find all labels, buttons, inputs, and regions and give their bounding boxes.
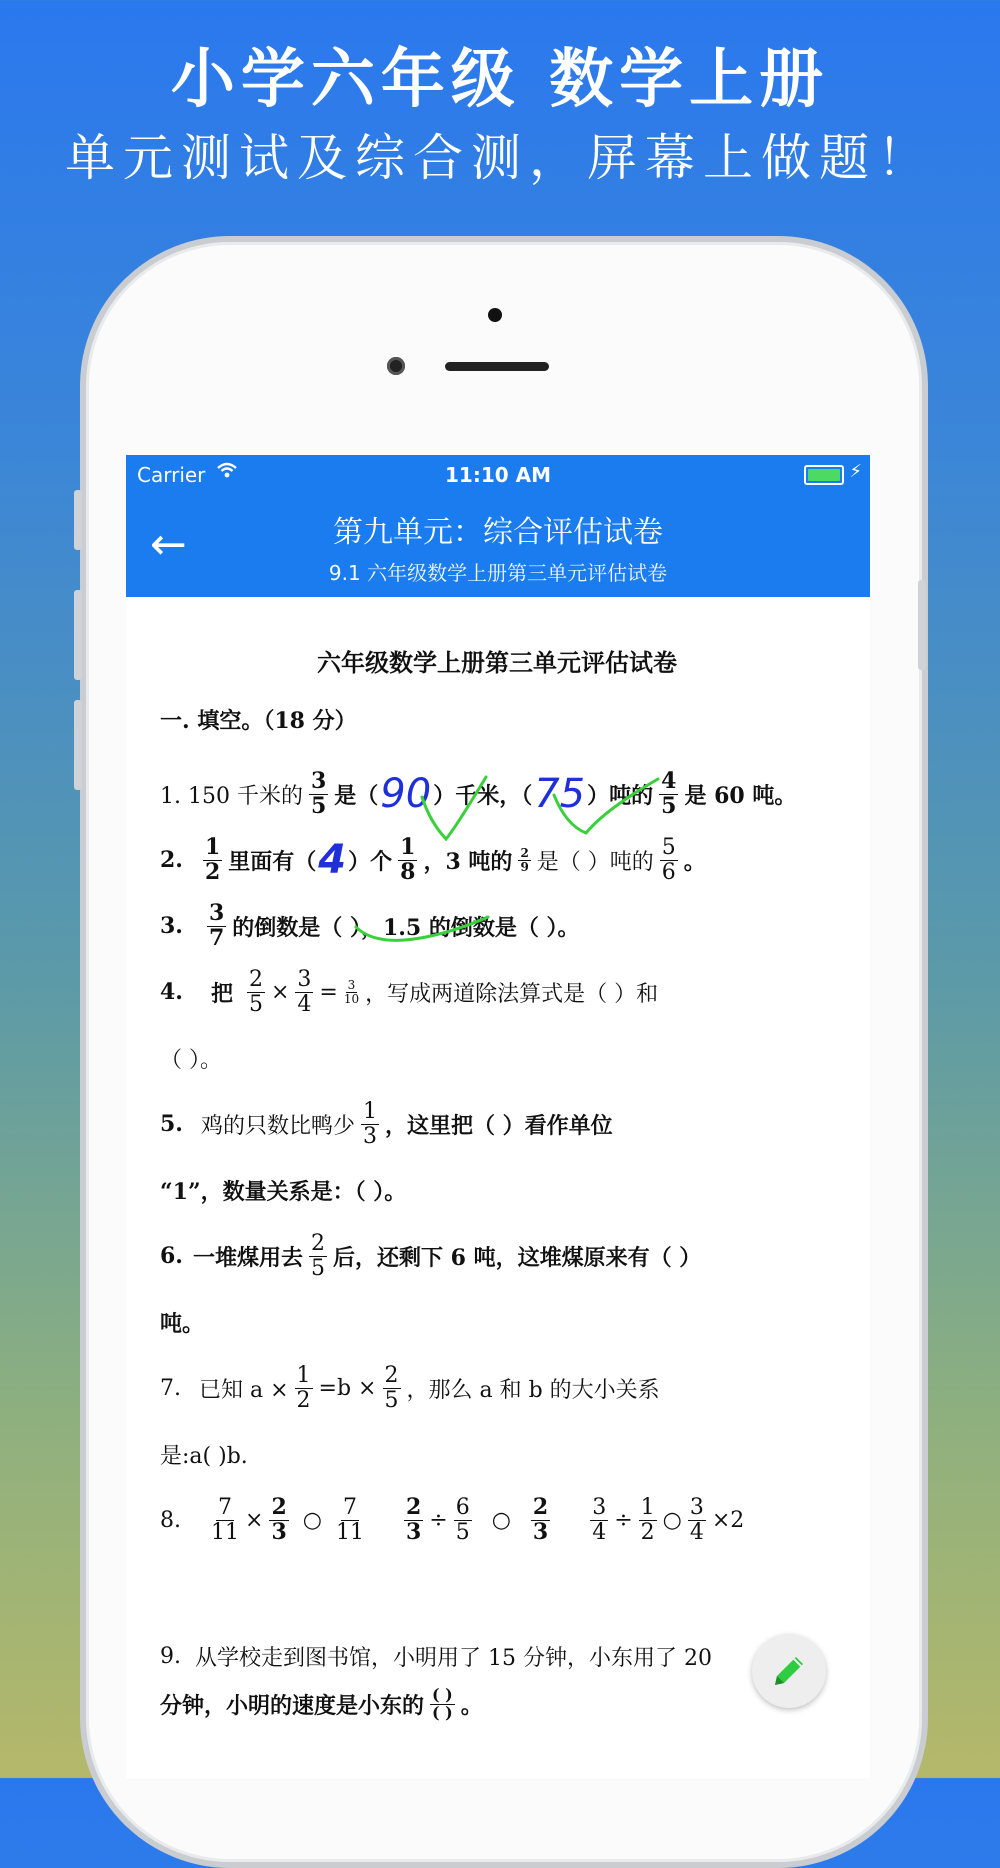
question-6[interactable]: 6. 一堆煤用去 $\frac{2}{5}$ 后，还剩下 6 吨，这堆煤原来有（ ） [160, 1231, 702, 1281]
app-screen [126, 455, 870, 1778]
section-heading: 一. 填空。（18 分） [160, 708, 357, 734]
fraction: $\frac{3}{4}$ [297, 967, 312, 1017]
fraction: $\frac{2}{9}$ [520, 845, 529, 874]
question-5[interactable]: 5. 鸡的只数比鸭少 $\frac{1}{3}$ ，这里把（ ）看作单位 [160, 1099, 613, 1149]
phone-mute-switch [74, 490, 82, 550]
fraction: $\frac{1}{2}$ [296, 1363, 311, 1413]
fraction: $\frac{3}{4}$ [592, 1495, 607, 1545]
fraction: $\frac{1}{3}$ [362, 1099, 377, 1149]
handwritten-answer: 90 [380, 771, 432, 817]
paper-title: 六年级数学上册第三单元评估试卷 [317, 648, 677, 677]
fraction: $\frac{3}{4}$ [689, 1495, 704, 1545]
fraction: $\frac{3}{10}$ [343, 977, 360, 1006]
battery-icon [804, 465, 844, 485]
earpiece-speaker [445, 362, 549, 371]
fraction: $\frac{7}{11}$ [211, 1495, 239, 1545]
fraction: $\frac{2}{3}$ [532, 1494, 549, 1545]
edit-pencil-button[interactable] [752, 1634, 826, 1708]
fraction: $\frac{4}{5}$ [661, 768, 677, 819]
question-7[interactable]: 7. 已知 a × $\frac{1}{2}$ =b × $\frac{2}{5}$ ，那么 a 和 b 的大小关系 [160, 1363, 660, 1413]
fraction: $\frac{1}{2}$ [204, 834, 221, 885]
status-bar [126, 455, 870, 493]
nav-bar [126, 493, 870, 597]
fraction: $\frac{6}{5}$ [455, 1495, 470, 1545]
pencil-icon [767, 1649, 811, 1693]
clock: 11:10 AM [444, 463, 551, 487]
nav-subtitle: 9.1 六年级数学上册第三单元评估试卷 [328, 561, 668, 585]
fraction: $\frac{1}{8}$ [400, 834, 416, 885]
front-camera [387, 357, 405, 375]
question-3[interactable]: 3. $\frac{3}{7}$ 的倒数是（ ），1.5 的倒数是（ ）。 [160, 900, 580, 951]
handwritten-answer: 75 [534, 771, 586, 817]
compare-circle[interactable]: ○ [302, 1507, 322, 1533]
phone-volume-down [74, 700, 82, 790]
question-9-continued: 分钟，小明的速度是小东的 $\frac{( )}{( )}$ 。 [160, 1684, 483, 1722]
nav-title: 第九单元：综合评估试卷 [333, 515, 663, 550]
promo-title: 小学六年级 数学上册 [170, 43, 830, 117]
promo-subtitle: 单元测试及综合测，屏幕上做题！ [65, 129, 935, 187]
fraction: $\frac{2}{3}$ [405, 1494, 422, 1545]
question-2[interactable]: 2. $\frac{1}{2}$ 里面有（ 4 ）个 $\frac{1}{8}$ ，3 吨的 $\frac{2}{9}$ 是（ ）吨的 $\frac{5}{6}$ 。 [160, 834, 706, 885]
question-5-continued: “1”，数量关系是：（ ）。 [160, 1178, 407, 1205]
question-4[interactable]: 4. 把 $\frac{2}{5}$ × $\frac{3}{4}$ = $\frac{3}{10}$ ，写成两道除法算式是（ ）和 [160, 967, 659, 1017]
question-9[interactable]: 9. 从学校走到图书馆，小明用了 15 分钟，小东用了 20 [160, 1643, 712, 1671]
handwritten-answer: 4 [318, 837, 347, 883]
fraction: $\frac{5}{6}$ [661, 835, 676, 885]
question-4-continued: （ ）。 [160, 1047, 222, 1073]
question-7-continued: 是:a( )b. [160, 1443, 248, 1469]
fraction: $\frac{1}{2}$ [640, 1495, 655, 1545]
fraction: $\frac{2}{5}$ [310, 1231, 325, 1281]
fraction: $\frac{2}{3}$ [271, 1494, 287, 1545]
fraction: $\frac{( )}{( )}$ [432, 1684, 453, 1722]
fraction: $\frac{3}{7}$ [208, 900, 225, 951]
question-8[interactable]: 8. $\frac{7}{11}$ × $\frac{2}{3}$ ○ $\frac{7}{11}$ $\frac{2}{3}$ ÷ $\frac{6}{5}$ ○ $\frac{2}{3}$ $\frac{3}{4}$ ÷ $\frac{1}{2}$ ○ $\frac{3}{4}$ ×2 [160, 1494, 745, 1545]
question-1[interactable]: 1. 150 千米的 $\frac{3}{5}$ 是（ 90 ）千米，（ 75 ）吨的 $\frac{4}{5}$ 是 60 吨。 [160, 768, 797, 819]
compare-circle[interactable]: ○ [662, 1507, 682, 1533]
compare-circle[interactable]: ○ [491, 1507, 511, 1533]
exam-paper [126, 597, 870, 1729]
fraction: $\frac{7}{11}$ [335, 1495, 364, 1545]
back-arrow-icon[interactable]: ← [150, 519, 187, 570]
carrier-label: Carrier [137, 463, 206, 487]
question-6-continued: 吨。 [160, 1310, 205, 1337]
fraction: $\frac{2}{5}$ [248, 967, 263, 1017]
proximity-sensor [488, 308, 502, 322]
fraction: $\frac{2}{5}$ [384, 1363, 399, 1413]
phone-power-button [918, 580, 926, 670]
charging-bolt-icon: ⚡ [849, 461, 862, 482]
phone-volume-up [74, 590, 82, 680]
fraction: $\frac{3}{5}$ [310, 768, 327, 819]
